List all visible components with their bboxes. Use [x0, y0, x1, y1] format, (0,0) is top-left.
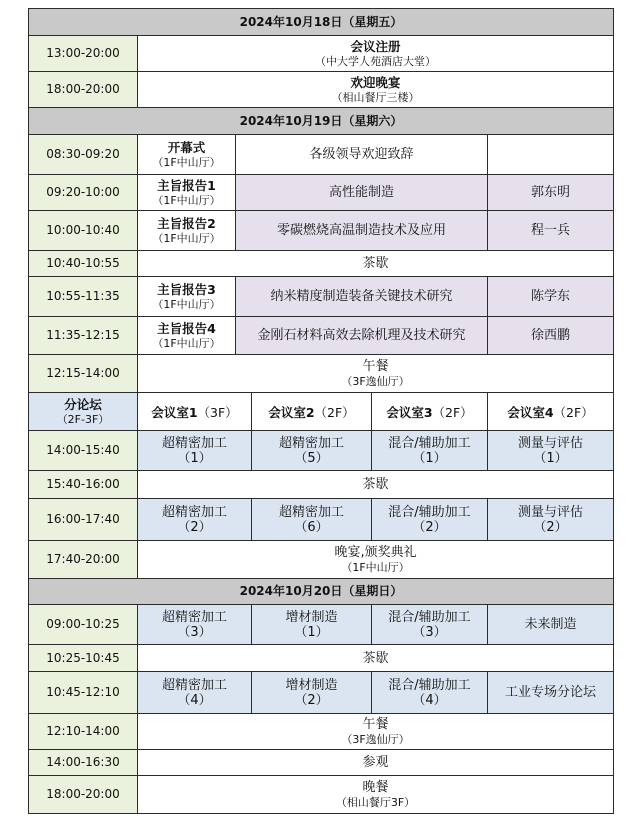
event-cell [138, 36, 614, 72]
time-cell: 09:00-10:25 [29, 605, 138, 645]
session-title: 超精密加工 [161, 435, 227, 451]
room-name: 会议室1 [151, 404, 198, 420]
session-label: 开幕式 [167, 139, 206, 155]
event-cell: 参观 [138, 750, 614, 776]
schedule-row [29, 541, 614, 579]
day-header-row [29, 9, 614, 36]
forum-label: 分论坛 [64, 396, 102, 412]
session-label-cell [138, 211, 236, 251]
break-cell: 茶歇 [138, 471, 614, 499]
time-cell: 10:45-12:10 [29, 672, 138, 714]
speaker-cell [488, 135, 614, 175]
schedule-row [29, 211, 614, 251]
schedule-row [29, 317, 614, 355]
session-cell [372, 499, 488, 541]
session-cell [488, 431, 614, 471]
schedule-row [29, 251, 614, 277]
session-title: 超精密加工 [278, 504, 344, 520]
room-floor: （2F） [553, 404, 594, 420]
session-number: （6） [294, 519, 329, 535]
event-venue: （相山餐厅3F） [335, 795, 416, 809]
session-number: （2） [294, 692, 329, 708]
session-title: 增材制造 [285, 677, 338, 693]
session-cell [138, 605, 252, 645]
schedule-row [29, 72, 614, 108]
session-title: 超精密加工 [278, 435, 344, 451]
session-number: （5） [294, 450, 329, 466]
schedule-row [29, 605, 614, 645]
session-label: 主旨报告2 [157, 215, 216, 231]
session-cell [138, 672, 252, 714]
session-cell [252, 605, 372, 645]
session-title: 超精密加工 [161, 504, 227, 520]
event-title: 晚餐 [362, 779, 389, 795]
session-number: （1） [177, 450, 212, 466]
room-floor: （3F） [197, 404, 238, 420]
session-cell: 未来制造 [488, 605, 614, 645]
room-header [138, 393, 252, 431]
forum-label-cell [29, 393, 138, 431]
session-cell [372, 431, 488, 471]
session-number: （4） [412, 692, 447, 708]
time-cell: 13:00-20:00 [29, 36, 138, 72]
session-number: （3） [412, 624, 447, 640]
event-cell [138, 541, 614, 579]
speaker-cell: 徐西鹏 [488, 317, 614, 355]
session-venue: （1F中山厅） [152, 155, 221, 169]
room-floor: （2F） [314, 404, 355, 420]
room-header [372, 393, 488, 431]
forum-floors: （2F-3F） [56, 412, 110, 426]
schedule-row [29, 355, 614, 393]
event-venue: （中大学人苑酒店大堂） [315, 54, 437, 68]
session-title: 混合/辅助加工 [388, 435, 471, 451]
time-cell: 10:00-10:40 [29, 211, 138, 251]
event-title: 欢迎晚宴 [350, 74, 401, 90]
schedule-row [29, 431, 614, 471]
room-name: 会议室3 [386, 404, 433, 420]
schedule-row [29, 471, 614, 499]
session-label-cell [138, 277, 236, 317]
session-label-cell [138, 135, 236, 175]
session-venue: （1F中山厅） [152, 193, 221, 207]
session-cell [252, 499, 372, 541]
topic-cell: 各级领导欢迎致辞 [236, 135, 488, 175]
event-title: 午餐 [362, 358, 389, 374]
event-title: 晚宴,颁奖典礼 [334, 544, 417, 560]
session-number: （1） [412, 450, 447, 466]
event-venue: （3F逸仙厅） [341, 732, 410, 746]
day-header: 2024年10月18日（星期五） [29, 9, 614, 36]
time-cell: 10:25-10:45 [29, 645, 138, 672]
room-header [252, 393, 372, 431]
event-cell [138, 72, 614, 108]
schedule-row [29, 645, 614, 672]
break-cell: 茶歇 [138, 251, 614, 277]
event-venue: （1F中山厅） [341, 560, 410, 574]
time-cell: 08:30-09:20 [29, 135, 138, 175]
schedule-row [29, 750, 614, 776]
event-venue: （3F逸仙厅） [341, 374, 410, 388]
room-header [488, 393, 614, 431]
session-cell [372, 605, 488, 645]
schedule-row [29, 499, 614, 541]
time-cell: 18:00-20:00 [29, 776, 138, 814]
session-number: （4） [177, 692, 212, 708]
session-cell [372, 672, 488, 714]
session-cell [138, 499, 252, 541]
time-cell: 15:40-16:00 [29, 471, 138, 499]
schedule-row [29, 135, 614, 175]
speaker-cell: 郭东明 [488, 175, 614, 211]
session-title: 混合/辅助加工 [388, 504, 471, 520]
event-title: 午餐 [362, 716, 389, 732]
topic-cell: 零碳燃烧高温制造技术及应用 [236, 211, 488, 251]
time-cell: 11:35-12:15 [29, 317, 138, 355]
room-name: 会议室2 [268, 404, 315, 420]
schedule-row [29, 776, 614, 814]
session-cell [252, 431, 372, 471]
topic-cell: 金刚石材料高效去除机理及技术研究 [236, 317, 488, 355]
event-venue: （相山餐厅三楼） [331, 90, 420, 104]
session-label: 主旨报告4 [157, 320, 216, 336]
speaker-cell: 陈学东 [488, 277, 614, 317]
session-title: 测量与评估 [518, 504, 584, 520]
room-name: 会议室4 [507, 404, 554, 420]
schedule-row [29, 36, 614, 72]
event-cell [138, 776, 614, 814]
session-title: 增材制造 [285, 609, 338, 625]
schedule-table [28, 8, 614, 814]
schedule-row [29, 714, 614, 750]
session-title: 混合/辅助加工 [388, 677, 471, 693]
time-cell: 16:00-17:40 [29, 499, 138, 541]
topic-cell: 纳米精度制造装备关键技术研究 [236, 277, 488, 317]
day-header-row [29, 579, 614, 605]
session-number: （2） [177, 519, 212, 535]
time-cell: 17:40-20:00 [29, 541, 138, 579]
forum-header-row [29, 393, 614, 431]
speaker-cell: 程一兵 [488, 211, 614, 251]
event-cell [138, 355, 614, 393]
time-cell: 12:15-14:00 [29, 355, 138, 393]
session-cell: 工业专场分论坛 [488, 672, 614, 714]
session-cell [488, 499, 614, 541]
session-label: 主旨报告3 [157, 281, 216, 297]
day-header: 2024年10月19日（星期六） [29, 108, 614, 135]
time-cell: 10:40-10:55 [29, 251, 138, 277]
event-title: 会议注册 [350, 38, 401, 54]
schedule-row [29, 672, 614, 714]
session-label: 主旨报告1 [157, 177, 216, 193]
time-cell: 14:00-16:30 [29, 750, 138, 776]
session-title: 测量与评估 [518, 435, 584, 451]
time-cell: 14:00-15:40 [29, 431, 138, 471]
session-label-cell [138, 175, 236, 211]
session-number: （2） [533, 519, 568, 535]
time-cell: 09:20-10:00 [29, 175, 138, 211]
session-label-cell [138, 317, 236, 355]
session-number: （3） [177, 624, 212, 640]
session-number: （1） [533, 450, 568, 466]
session-venue: （1F中山厅） [152, 297, 221, 311]
day-header-row [29, 108, 614, 135]
session-venue: （1F中山厅） [152, 231, 221, 245]
time-cell: 10:55-11:35 [29, 277, 138, 317]
topic-cell: 高性能制造 [236, 175, 488, 211]
session-cell [138, 431, 252, 471]
session-title: 超精密加工 [161, 609, 227, 625]
schedule-row [29, 175, 614, 211]
time-cell: 18:00-20:00 [29, 72, 138, 108]
schedule-row [29, 277, 614, 317]
time-cell: 12:10-14:00 [29, 714, 138, 750]
break-cell: 茶歇 [138, 645, 614, 672]
session-venue: （1F中山厅） [152, 336, 221, 350]
session-title: 超精密加工 [161, 677, 227, 693]
session-cell [252, 672, 372, 714]
session-title: 混合/辅助加工 [388, 609, 471, 625]
day-header: 2024年10月20日（星期日） [29, 579, 614, 605]
room-floor: （2F） [432, 404, 473, 420]
session-number: （2） [412, 519, 447, 535]
session-number: （1） [294, 624, 329, 640]
event-cell [138, 714, 614, 750]
